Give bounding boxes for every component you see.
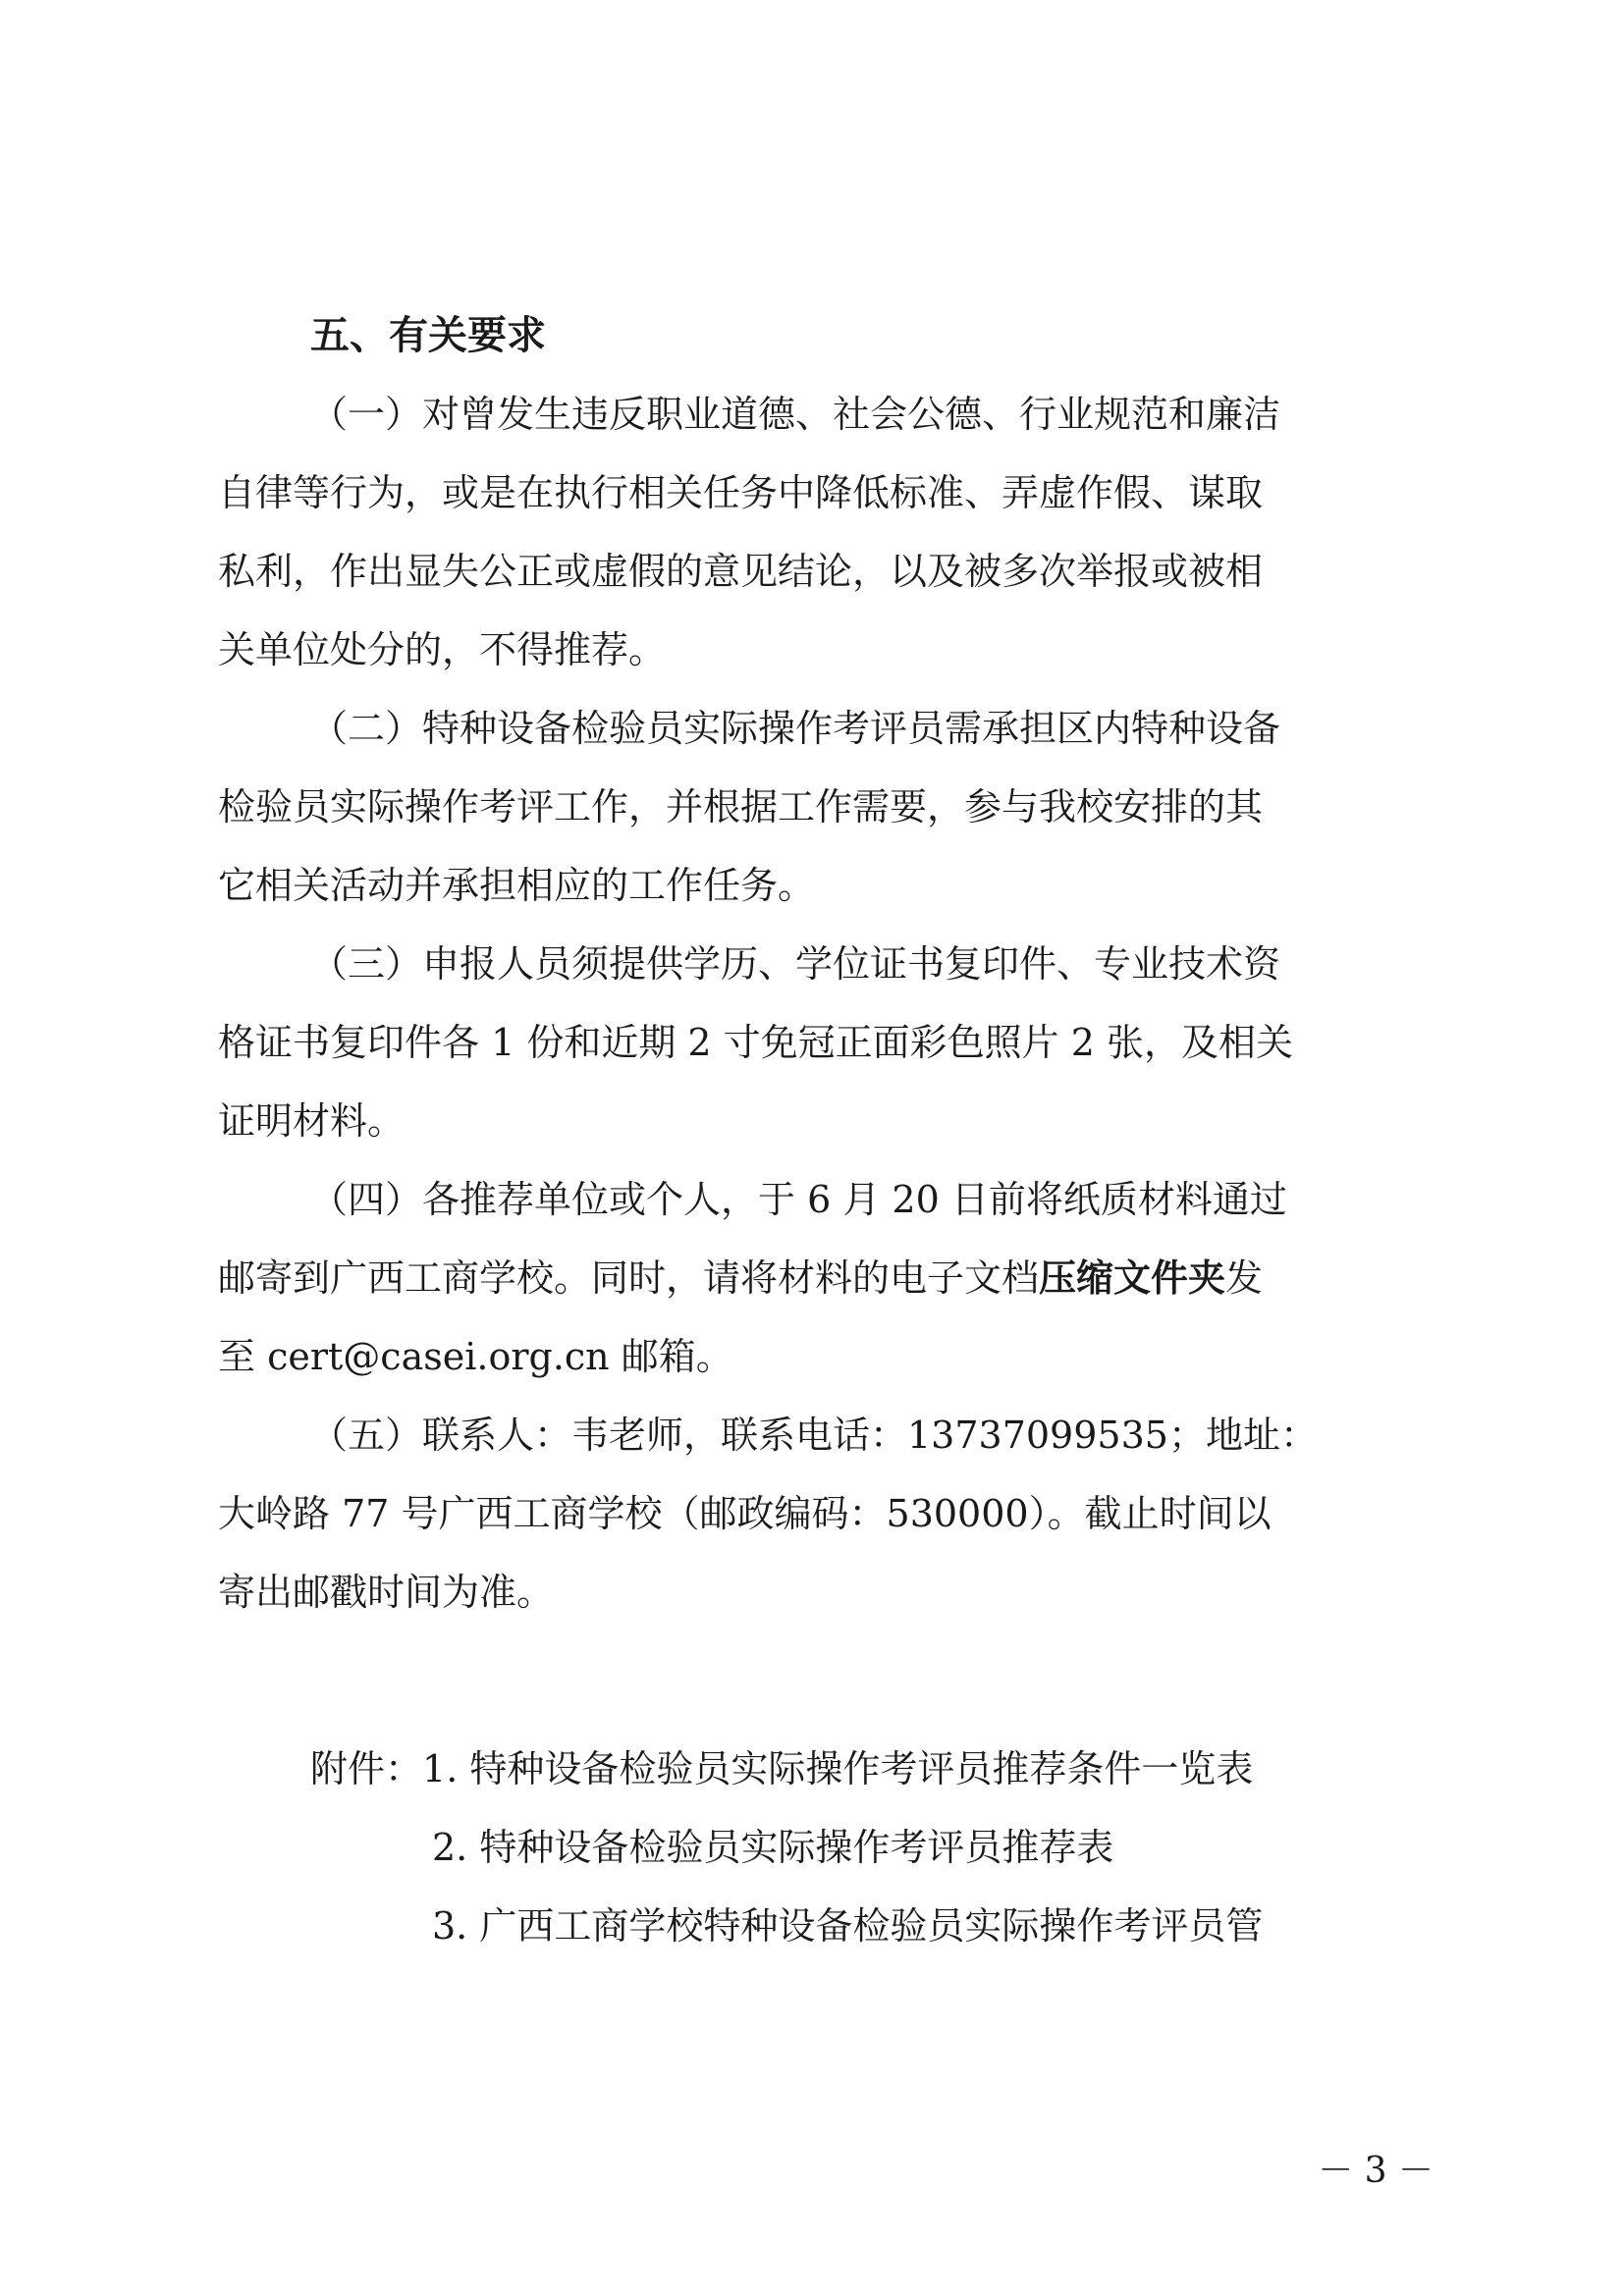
attachment-item-1: 1. 特种设备检验员实际操作考评员推荐条件一览表 bbox=[422, 1747, 1254, 1790]
item1-line4: 关单位处分的，不得推荐。 bbox=[218, 628, 667, 671]
item1-line2: 自律等行为，或是在执行相关任务中降低标准、弄虚作假、谋取 bbox=[218, 471, 1264, 514]
item4-line2-tail: 发 bbox=[1225, 1256, 1264, 1300]
item4-line3: 至 cert@casei.org.cn 邮箱。 bbox=[218, 1335, 733, 1378]
section-heading: 五、有关要求 bbox=[310, 313, 546, 358]
attachments-label: 附件： bbox=[310, 1747, 423, 1790]
item5-line1: （五）联系人：韦老师，联系电话：13737099535；地址： bbox=[310, 1414, 1318, 1457]
attachment-item-3: 3. 广西工商学校特种设备检验员实际操作考评员管 bbox=[432, 1904, 1264, 1948]
item4-line2-bold-text: 压缩文件夹 bbox=[1039, 1256, 1226, 1300]
item5-line3: 寄出邮戳时间为准。 bbox=[218, 1571, 555, 1614]
attachment-line-1 bbox=[310, 1743, 1518, 1794]
item2-line3: 它相关活动并承担相应的工作任务。 bbox=[218, 864, 816, 907]
item5-line2: 大岭路 77 号广西工商学校（邮政编码：530000）。截止时间以 bbox=[218, 1492, 1272, 1535]
item1-line1: （一）对曾发生违反职业道德、社会公德、行业规范和廉洁 bbox=[310, 393, 1281, 436]
item3-line2: 格证书复印件各 1 份和近期 2 寸免冠正面彩色照片 2 张，及相关 bbox=[218, 1021, 1294, 1064]
item3-line3: 证明材料。 bbox=[218, 1099, 406, 1143]
item2-line1: （二）特种设备检验员实际操作考评员需承担区内特种设备 bbox=[310, 707, 1281, 750]
item2-line2: 检验员实际操作考评工作，并根据工作需要，参与我校安排的其 bbox=[218, 785, 1264, 828]
attachment-item-2: 2. 特种设备检验员实际操作考评员推荐表 bbox=[432, 1826, 1114, 1869]
item4-line2-text: 邮寄到广西工商学校。同时，请将材料的电子文档 bbox=[218, 1256, 1040, 1300]
item4-line1: （四）各推荐单位或个人，于 6 月 20 日前将纸质材料通过 bbox=[310, 1178, 1287, 1221]
item1-line3: 私利，作出显失公正或虚假的意见结论，以及被多次举报或被相 bbox=[218, 550, 1264, 593]
item3-line1: （三）申报人员须提供学历、学位证书复印件、专业技术资 bbox=[310, 942, 1281, 986]
page-number: － 3 － bbox=[1318, 2151, 1434, 2191]
item4-line2 bbox=[218, 1253, 1426, 1304]
